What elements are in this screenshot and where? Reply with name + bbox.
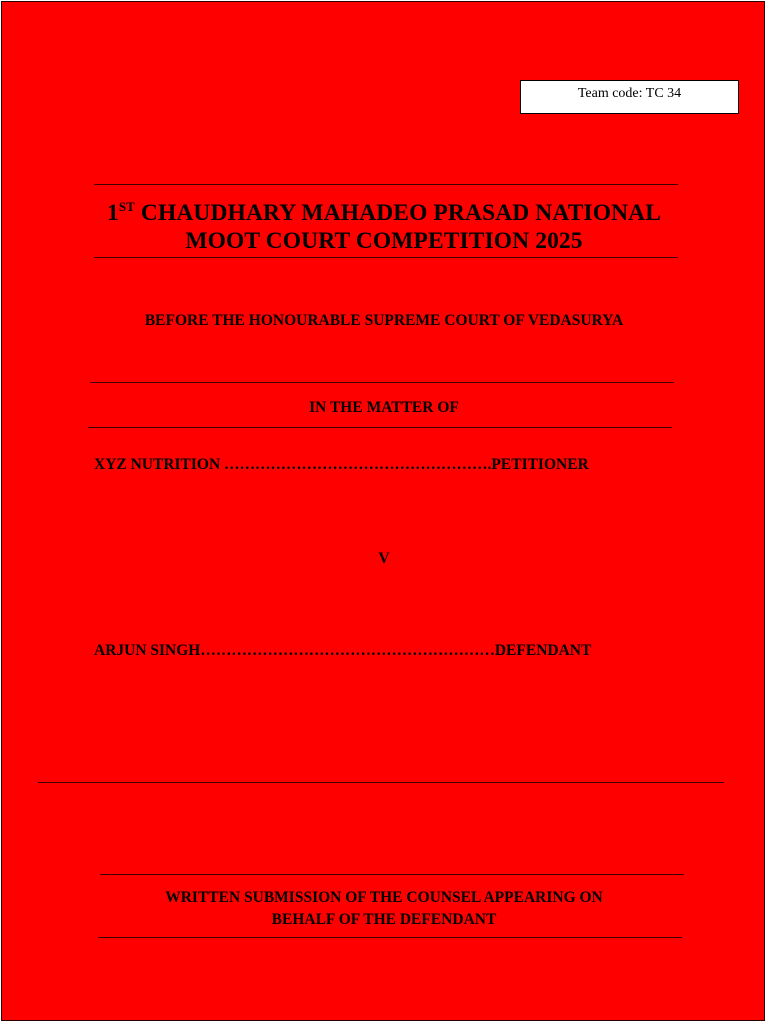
title-bottom-rule [94, 257, 678, 258]
team-code-box: Team code: TC 34 [520, 80, 739, 114]
competition-title-line1 [2, 199, 766, 227]
ordinal-number: 1 [106, 200, 119, 226]
versus-label: V [378, 550, 390, 567]
title-top-rule [94, 184, 678, 185]
petitioner-line: XYZ NUTRITION …………………………………………….PETITIONER [94, 456, 589, 473]
matter-top-rule [90, 382, 674, 383]
matter-heading: IN THE MATTER OF [309, 399, 459, 416]
competition-title-line2: MOOT COURT COMPETITION 2025 [185, 228, 583, 254]
court-heading: BEFORE THE HONOURABLE SUPREME COURT OF VEDASURYA [144, 312, 624, 329]
submission-bottom-rule [98, 937, 682, 938]
defendant-line: ARJUN SINGH…………………………………………………DEFENDANT [94, 642, 592, 659]
competition-title [2, 199, 766, 255]
submission-title-line1: WRITTEN SUBMISSION OF THE COUNSEL APPEARING ON [165, 889, 603, 906]
matter-bottom-rule [88, 427, 672, 428]
submission-top-rule [100, 874, 684, 875]
competition-name: CHAUDHARY MAHADEO PRASAD NATIONAL [134, 200, 662, 226]
cover-page [1, 1, 765, 1021]
submission-title [2, 887, 766, 931]
submission-title-line2: BEHALF OF THE DEFENDANT [271, 911, 497, 928]
ordinal-suffix: ST [118, 199, 135, 214]
separator-rule [38, 782, 724, 783]
